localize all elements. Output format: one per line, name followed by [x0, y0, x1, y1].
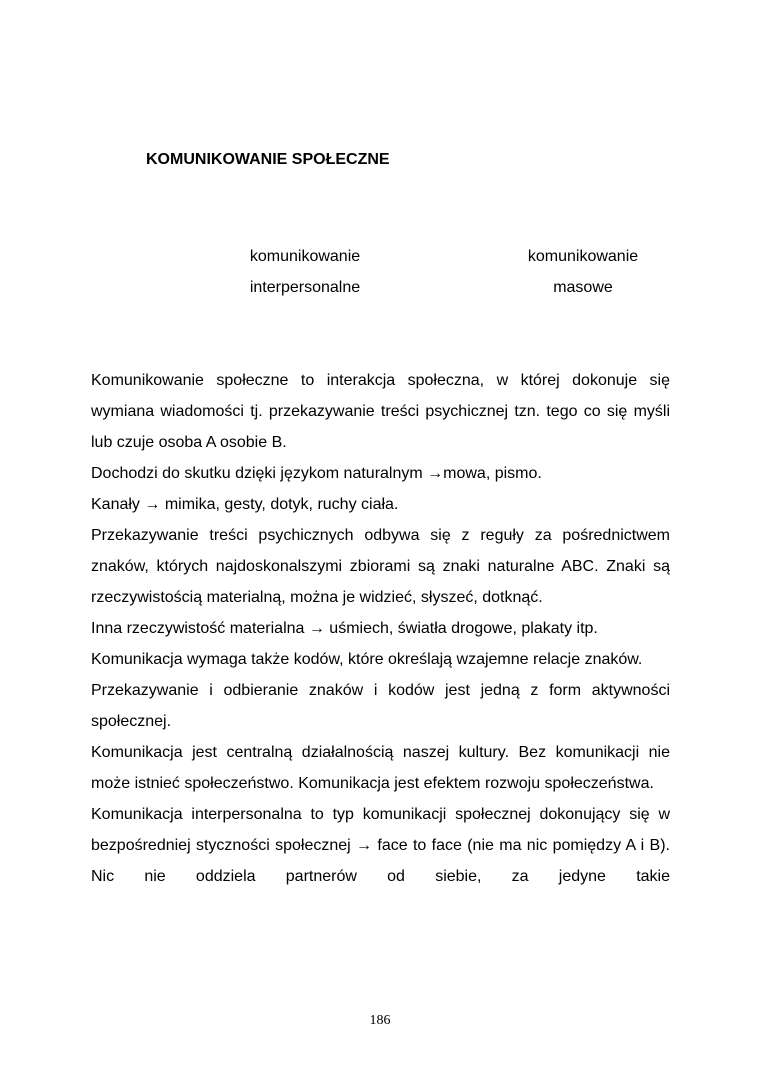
column-mass — [510, 241, 656, 303]
column-mass-line1: komunikowanie — [527, 248, 639, 265]
column-mass-line2: masowe — [553, 279, 613, 296]
column-interpersonal-line2: interpersonalne — [249, 279, 361, 296]
paragraph-channels: Kanały → mimika, gesty, dotyk, ruchy ciała. — [91, 496, 399, 513]
column-interpersonal — [232, 241, 378, 303]
paragraph-culture: Komunikacja jest centralną działalnością naszej kultury. Bez komunikacji nie może istnieć społeczeństwo. Komunikacja jest efektem rozwoju społeczeństwa. — [91, 744, 670, 792]
paragraph-material-reality: Inna rzeczywistość materialna → uśmiech, światła drogowe, plakaty itp. — [91, 620, 598, 637]
column-interpersonal-line1: komunikowanie — [249, 248, 361, 265]
paragraph-signs: Przekazywanie treści psychicznych odbywa się z reguły za pośrednictwem znaków, których najdoskonalszymi zbiorami są znaki naturalne ABC. Znaki są rzeczywistością materialną, można je widzieć, słyszeć, dotknąć. — [91, 527, 670, 606]
paragraph-interpersonal: Komunikacja interpersonalna to typ komunikacji społecznej dokonujący się w bezpośredniej styczności społecznej → face to face (nie ma nic pomiędzy A i B). Nic nie oddziela partnerów od siebie, za jedyne takie — [91, 806, 670, 885]
paragraph-definition: Komunikowanie społeczne to interakcja społeczna, w której dokonuje się wymiana wiadomości tj. przekazywanie treści psychicznej tzn. tego co się myśli lub czuje osoba A osobie B. — [91, 372, 670, 451]
paragraph-natural-languages: Dochodzi do skutku dzięki językom naturalnym →mowa, pismo. — [91, 465, 542, 482]
page-number: 186 — [369, 1013, 391, 1028]
paragraph-social-activity: Przekazywanie i odbieranie znaków i kodów jest jedną z form aktywności społecznej. — [91, 682, 670, 730]
paragraph-codes: Komunikacja wymaga także kodów, które określają wzajemne relacje znaków. — [91, 651, 643, 668]
body-text — [91, 365, 670, 892]
page-title: KOMUNIKOWANIE SPOŁECZNE — [146, 151, 390, 168]
